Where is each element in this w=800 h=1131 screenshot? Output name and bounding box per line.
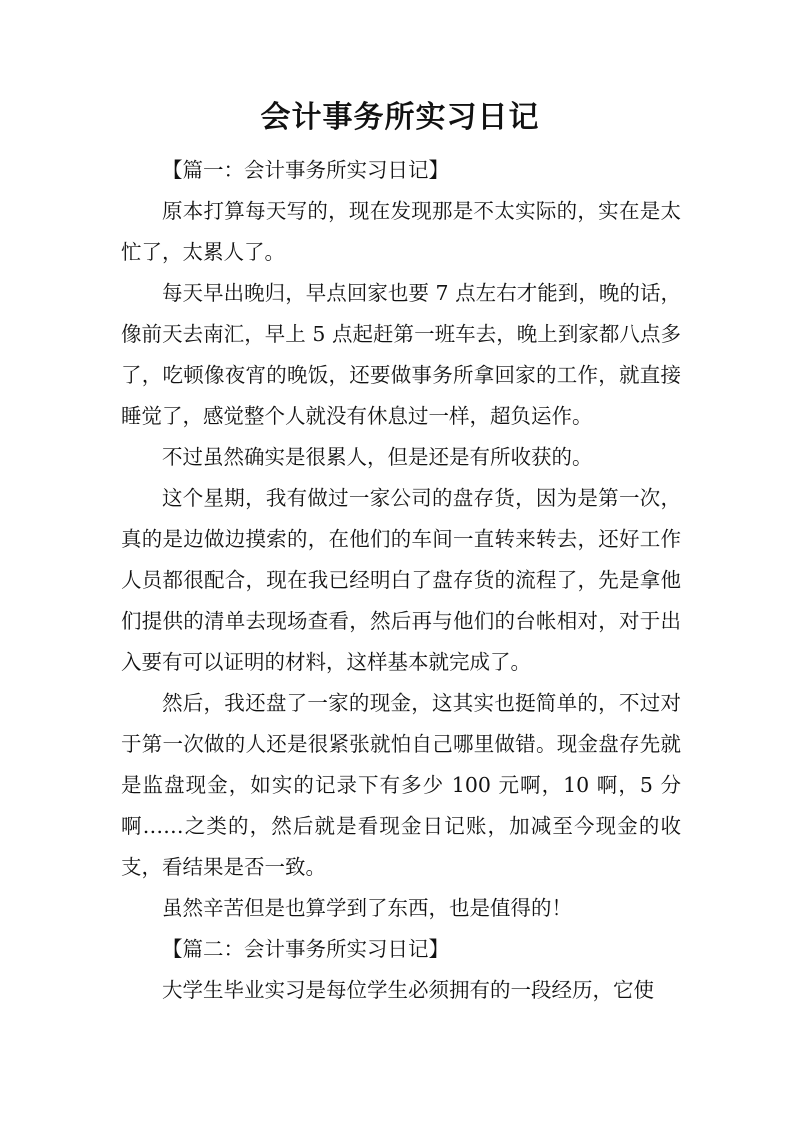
document-title: 会计事务所实习日记 <box>260 100 540 135</box>
section-1-paragraph-1: 原本打算每天写的，现在发现那是不太实际的，实在是太忙了，太累人了。 <box>121 199 681 264</box>
document-body <box>121 150 681 1011</box>
section-2-heading: 【篇二：会计事务所实习日记】 <box>162 937 449 961</box>
section-2-paragraph-1: 大学生毕业实习是每位学生必须拥有的一段经历，它使 <box>162 978 654 1002</box>
section-1-paragraph-5: 然后，我还盘了一家的现金，这其实也挺简单的，不过对于第一次做的人还是很紧张就怕自己哪里做错。现金盘存先就是监盘现金，如实的记录下有多少 100 元啊，10 啊，5 分啊……之类的，然后就是看现金日记账，加减至今现金的收支，看结果是否一致。 <box>121 691 681 879</box>
section-1-heading: 【篇一：会计事务所实习日记】 <box>162 158 449 182</box>
section-1-paragraph-6: 虽然辛苦但是也算学到了东西，也是值得的！ <box>162 896 572 920</box>
section-1-paragraph-4: 这个星期，我有做过一家公司的盘存货，因为是第一次，真的是边做边摸索的，在他们的车间一直转来转去，还好工作人员都很配合，现在我已经明白了盘存货的流程了，先是拿他们提供的清单去现场查看，然后再与他们的台帐相对，对于出入要有可以证明的材料，这样基本就完成了。 <box>121 486 681 674</box>
section-1-paragraph-2: 每天早出晚归，早点回家也要 7 点左右才能到，晚的话，像前天去南汇，早上 5 点起赶第一班车去，晚上到家都八点多了，吃顿像夜宵的晚饭，还要做事务所拿回家的工作，就直接睡觉了，感觉整个人就没有休息过一样，超负运作。 <box>121 281 681 428</box>
section-1-paragraph-3: 不过虽然确实是很累人，但是还是有所收获的。 <box>162 445 593 469</box>
